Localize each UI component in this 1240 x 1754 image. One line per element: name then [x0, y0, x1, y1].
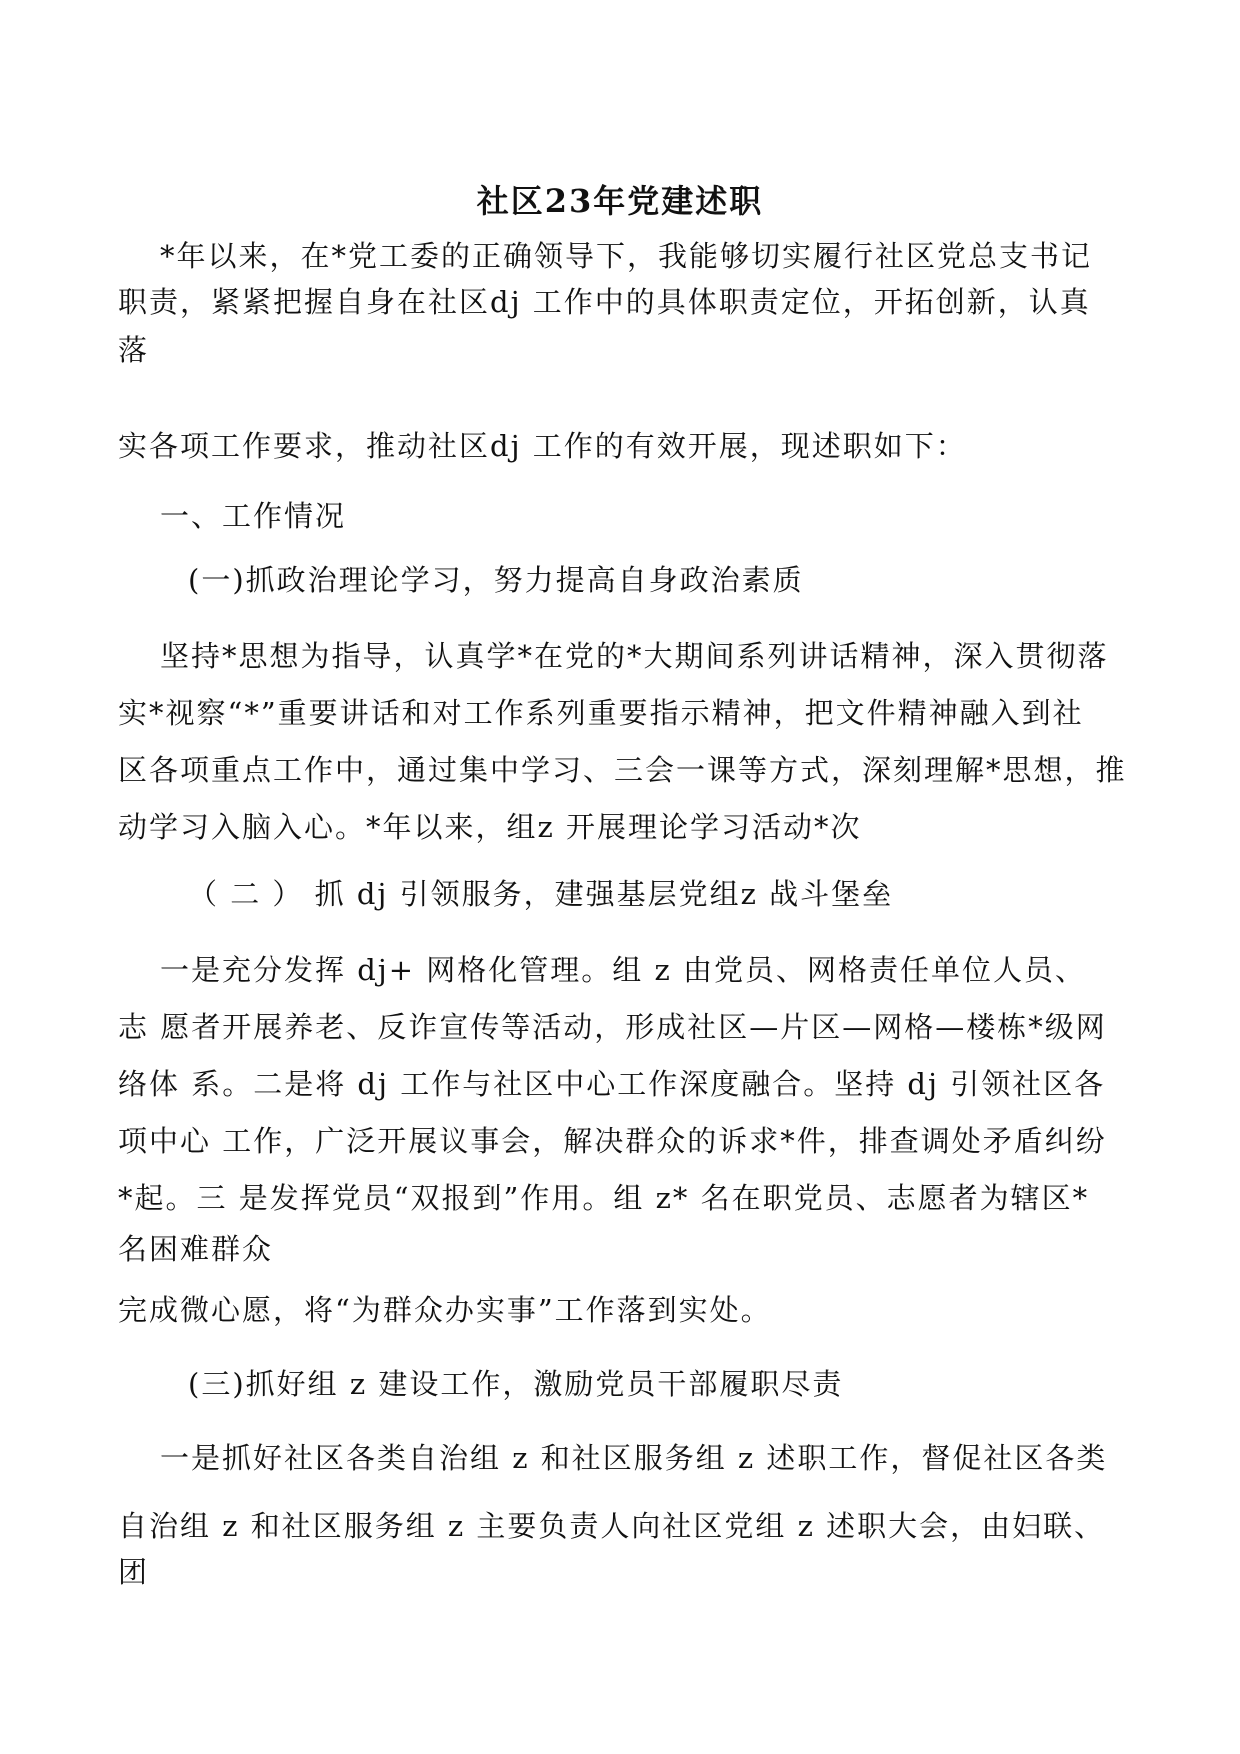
paragraph-line: 络体 系。二是将 dj 工作与社区中心工作深度融合。坚持 dj 引领社区各 [118, 1067, 1106, 1101]
paragraph-line: 项中心 工作，广泛开展议事会，解决群众的诉求*件，排查调处矛盾纠纷 [118, 1124, 1107, 1158]
paragraph-line: 完成微心愿，将“为群众办实事”工作落到实处。 [118, 1293, 772, 1327]
paragraph-line: 一是抓好社区各类自治组 z 和社区服务组 z 述职工作，督促社区各类 [160, 1441, 1108, 1475]
paragraph-line: *年以来，在*党工委的正确领导下，我能够切实履行社区党总支书记 [160, 239, 1093, 273]
paragraph-line: 实各项工作要求，推动社区dj 工作的有效开展，现述职如下： [118, 429, 967, 463]
subsection-heading: (一)抓政治理论学习，努力提高自身政治素质 [188, 563, 804, 597]
paragraph-line: 职责，紧紧把握自身在社区dj 工作中的具体职责定位，开拓创新，认真 [118, 285, 1091, 319]
subsection-heading: (三)抓好组 z 建设工作，激励党员干部履职尽责 [188, 1367, 844, 1401]
subsection-heading: （ 二 ） 抓 dj 引领服务，建强基层党组z 战斗堡垒 [188, 877, 894, 911]
paragraph-line: 动学习入脑入心。*年以来，组z 开展理论学习活动*次 [118, 810, 862, 844]
paragraph-line: 实*视察“*”重要讲话和对工作系列重要指示精神，把文件精神融入到社 [118, 696, 1084, 730]
paragraph-line: 自治组 z 和社区服务组 z 主要负责人向社区党组 z 述职大会，由妇联、 [118, 1509, 1106, 1543]
paragraph-line: 名困难群众 [118, 1232, 274, 1266]
paragraph-line: *起。三 是发挥党员“双报到”作用。组 z* 名在职党员、志愿者为辖区* [118, 1181, 1090, 1215]
paragraph-line: 一是充分发挥 dj+ 网格化管理。组 z 由党员、网格责任单位人员、 [160, 953, 1087, 987]
paragraph-line: 坚持*思想为指导，认真学*在党的*大期间系列讲话精神，深入贯彻落 [160, 639, 1109, 673]
section-heading: 一、工作情况 [160, 499, 347, 533]
document-title: 社区23年党建述职 [476, 182, 764, 220]
paragraph-line: 团 [118, 1555, 150, 1589]
paragraph-line: 落 [118, 333, 150, 367]
paragraph-line: 志 愿者开展养老、反诈宣传等活动，形成社区—片区—网格—楼栋*级网 [118, 1010, 1107, 1044]
paragraph-line: 区各项重点工作中，通过集中学习、三会一课等方式，深刻理解*思想，推 [118, 753, 1127, 787]
